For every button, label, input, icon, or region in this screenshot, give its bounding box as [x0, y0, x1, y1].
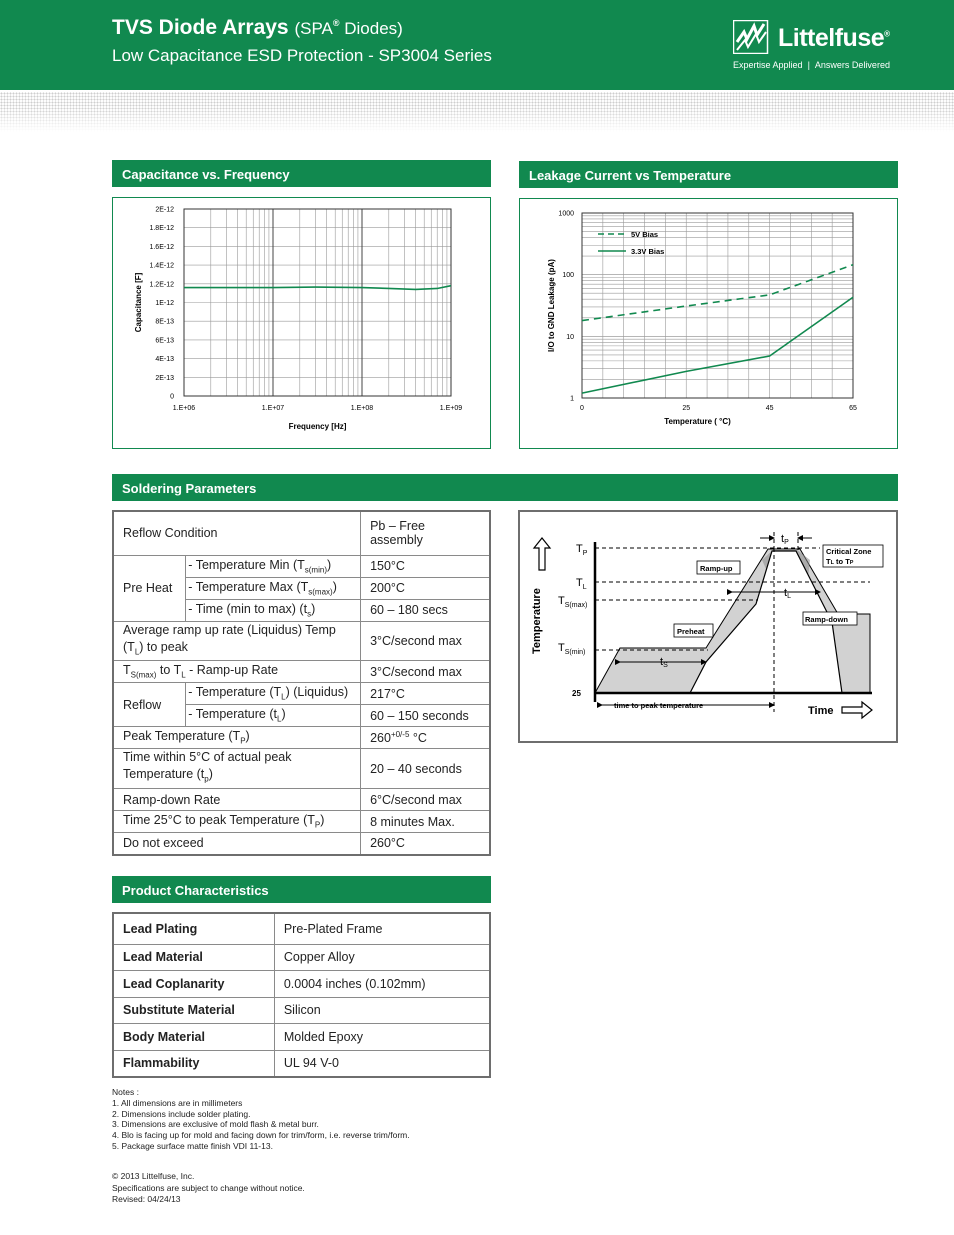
critical-zone-label: Critical Zone — [826, 547, 872, 556]
y-tick-label: 4E-13 — [155, 356, 174, 364]
capacitance-chart — [113, 198, 490, 448]
y-tick-label: 10 — [566, 333, 574, 341]
copyright: © 2013 Littelfuse, Inc. — [112, 1171, 195, 1181]
x-tick-label: 1.E+07 — [261, 405, 285, 412]
capacitance-chart-box — [112, 197, 491, 449]
time-within-value: 20 – 40 seconds — [361, 749, 490, 789]
revised-date: Revised: 04/24/13 — [112, 1194, 181, 1204]
ts-ramp-value: 3°C/second max — [361, 661, 490, 683]
table-row — [113, 1050, 490, 1077]
time-within-label: Time within 5°C of actual peak Temperature $(t_p)$ — [113, 749, 361, 789]
time-to-peak-label: time to peak temperature — [614, 701, 704, 710]
product-section-title: Product Characteristics — [112, 876, 491, 903]
table-row — [113, 621, 490, 661]
x-axis-label: Temperature ( °C) — [664, 417, 731, 426]
product-property-label: Flammability — [113, 1050, 274, 1077]
ramp-up-label: Ramp-up — [700, 564, 733, 573]
disclaimer: Specifications are subject to change without notice. — [112, 1182, 305, 1193]
y-tick-label: 2E-12 — [155, 206, 174, 214]
y-tick-label: 1E-12 — [155, 300, 174, 307]
legend-label: 5V Bias — [631, 230, 659, 239]
table-row — [113, 971, 490, 998]
product-property-label: Substitute Material — [113, 997, 274, 1024]
tl-label: $T_L$ — [576, 577, 587, 591]
note-item: 5. Package surface matte finish VDI 11-13. — [112, 1140, 273, 1151]
leakage-section-title: Leakage Current vs Temperature — [519, 161, 898, 188]
reflow-time-value: 60 – 150 seconds — [361, 705, 490, 727]
page-title: TVS Diode Arrays (SPA® Diodes) — [112, 16, 403, 39]
table-row — [113, 661, 490, 683]
do-not-exceed-label: Do not exceed — [113, 833, 361, 855]
critical-zone-range: TL to TP — [826, 557, 854, 566]
capacitance-section-title: Capacitance vs. Frequency — [112, 160, 491, 187]
table-row — [113, 997, 490, 1024]
table-row — [113, 683, 490, 705]
table-row — [113, 727, 490, 749]
littelfuse-logo-icon — [733, 20, 777, 54]
temperature-label: Temperature — [531, 588, 543, 654]
logo-tagline: Expertise Applied | Answers Delivered — [733, 60, 890, 70]
ts-ramp-label: $T_{S(max)}$ to $T_L$ - Ramp-up Rate — [113, 661, 361, 683]
temp-min-label: - Temperature Min $(T_{s(min)})$ — [186, 555, 361, 577]
y25-label: 25 — [572, 689, 581, 698]
footer — [112, 1171, 305, 1206]
leakage-series-line — [582, 297, 853, 393]
table-row — [113, 1024, 490, 1051]
y-tick-label: 1000 — [558, 210, 574, 218]
avg-ramp-value: 3°C/second max — [361, 621, 490, 661]
x-tick-label: 1.E+06 — [172, 405, 196, 412]
time-25-label: Time 25°C to peak Temperature $(T_P)$ — [113, 811, 361, 833]
temp-min-value: 150°C — [361, 555, 490, 577]
do-not-exceed-value: 260°C — [361, 833, 490, 855]
x-tick-label: 1.E+09 — [439, 405, 463, 412]
time-min-max-label: - Time (min to max) $(t_s)$ — [186, 599, 361, 621]
table-row — [113, 749, 490, 789]
product-property-value: Molded Epoxy — [274, 1024, 490, 1051]
reflow-label: Reflow — [113, 683, 186, 727]
note-item: 3. Dimensions are exclusive of mold flash & metal burr. — [112, 1119, 319, 1130]
table-row — [113, 913, 490, 944]
leakage-chart — [520, 199, 897, 448]
x-tick-label: 65 — [849, 405, 857, 412]
y-tick-label: 1.4E-12 — [149, 262, 174, 270]
product-characteristics-table — [112, 912, 491, 1078]
y-axis-label: I/O to GND Leakage (pA) — [547, 259, 556, 352]
time-min-max-value: 60 – 180 secs — [361, 599, 490, 621]
y-tick-label: 8E-13 — [155, 318, 174, 326]
temp-max-value: 200°C — [361, 577, 490, 599]
reflow-temp-label: - Temperature $(T_L)$ (Liquidus) — [186, 683, 361, 705]
peak-temp-label: Peak Temperature $(T_P)$ — [113, 727, 361, 749]
capacitance-series-line — [184, 286, 451, 290]
leakage-series-line — [582, 265, 853, 321]
small-tl-label: tL — [784, 587, 791, 600]
avg-ramp-label: Average ramp up rate (Liquidus) Temp $(T_L)$ to peak — [113, 621, 361, 661]
pre-heat-label: Pre Heat — [113, 555, 186, 621]
product-property-label: Body Material — [113, 1024, 274, 1051]
small-ts-label: tS — [660, 656, 668, 669]
notes — [112, 1087, 410, 1152]
soldering-section-title: Soldering Parameters — [112, 474, 898, 501]
x-tick-label: 0 — [580, 405, 584, 412]
note-item: 4. Blo is facing up for mold and facing down for trim/form, i.e. reverse trim/form. — [112, 1130, 410, 1141]
y-tick-label: 6E-13 — [155, 337, 174, 345]
reflow-profile-box — [518, 510, 898, 743]
y-tick-label: 2E-13 — [155, 374, 174, 382]
reflow-condition-label: Reflow Condition — [113, 511, 361, 555]
peak-temp-value: $260^{+0/-5}$ °C — [361, 727, 490, 749]
preheat-label: Preheat — [677, 627, 705, 636]
logo-name: Littelfuse® — [778, 24, 890, 52]
y-tick-label: 1.8E-12 — [149, 225, 174, 233]
table-row — [113, 555, 490, 577]
product-property-value: UL 94 V-0 — [274, 1050, 490, 1077]
y-tick-label: 1.2E-12 — [149, 281, 174, 289]
tp-label: $T_P$ — [576, 543, 588, 557]
product-property-label: Lead Material — [113, 944, 274, 971]
x-axis-label: Frequency [Hz] — [288, 422, 347, 431]
x-tick-label: 1.E+08 — [350, 405, 374, 412]
y-tick-label: 0 — [170, 393, 174, 401]
table-row — [113, 833, 490, 855]
temp-max-label: - Temperature Max $(T_{s(max)})$ — [186, 577, 361, 599]
ts-max-label: $T_{S(max)}$ — [558, 595, 588, 609]
y-tick-label: 100 — [562, 272, 574, 280]
time-label: Time — [808, 705, 834, 717]
product-property-value: Copper Alloy — [274, 944, 490, 971]
notes-title: Notes : — [112, 1087, 139, 1097]
reflow-temp-value: 217°C — [361, 683, 490, 705]
small-tp-label: tP — [781, 533, 789, 546]
table-row — [113, 511, 490, 555]
ts-min-label: $T_{S(min)}$ — [558, 642, 586, 656]
x-tick-label: 45 — [765, 405, 774, 412]
y-tick-label: 1.6E-12 — [149, 243, 174, 251]
product-property-label: Lead Coplanarity — [113, 971, 274, 998]
y-axis-label: Capacitance [F] — [134, 272, 143, 333]
legend-label: 3.3V Bias — [631, 247, 665, 256]
reflow-profile-diagram — [520, 512, 896, 741]
product-property-value: Silicon — [274, 997, 490, 1024]
leakage-chart-box — [519, 198, 898, 449]
product-property-value: 0.0004 inches (0.102mm) — [274, 971, 490, 998]
table-row — [113, 944, 490, 971]
dot-pattern-band — [0, 92, 954, 132]
page-header — [0, 0, 954, 90]
table-row — [113, 789, 490, 811]
reflow-time-label: - Temperature $(t_L)$ — [186, 705, 361, 727]
plot-frame — [582, 213, 853, 398]
product-property-label: Lead Plating — [113, 913, 274, 944]
time-25-value: 8 minutes Max. — [361, 811, 490, 833]
soldering-parameters-table — [112, 510, 491, 856]
note-item: 2. Dimensions include solder plating. — [112, 1108, 251, 1119]
product-property-value: Pre-Plated Frame — [274, 913, 490, 944]
x-tick-label: 25 — [682, 405, 691, 412]
pb-free-value: Pb – Free assembly — [361, 511, 490, 555]
ramp-down-label: Ramp-down Rate — [113, 789, 361, 811]
ramp-down-value: 6°C/second max — [361, 789, 490, 811]
ramp-down-label: Ramp-down — [805, 615, 848, 624]
page-subtitle: Low Capacitance ESD Protection - SP3004 Series — [112, 46, 492, 65]
y-tick-label: 1 — [570, 395, 574, 403]
note-item: 1. All dimensions are in millimeters — [112, 1097, 243, 1108]
temperature-arrow-icon — [534, 538, 550, 570]
time-arrow-icon — [842, 702, 872, 718]
table-row — [113, 811, 490, 833]
